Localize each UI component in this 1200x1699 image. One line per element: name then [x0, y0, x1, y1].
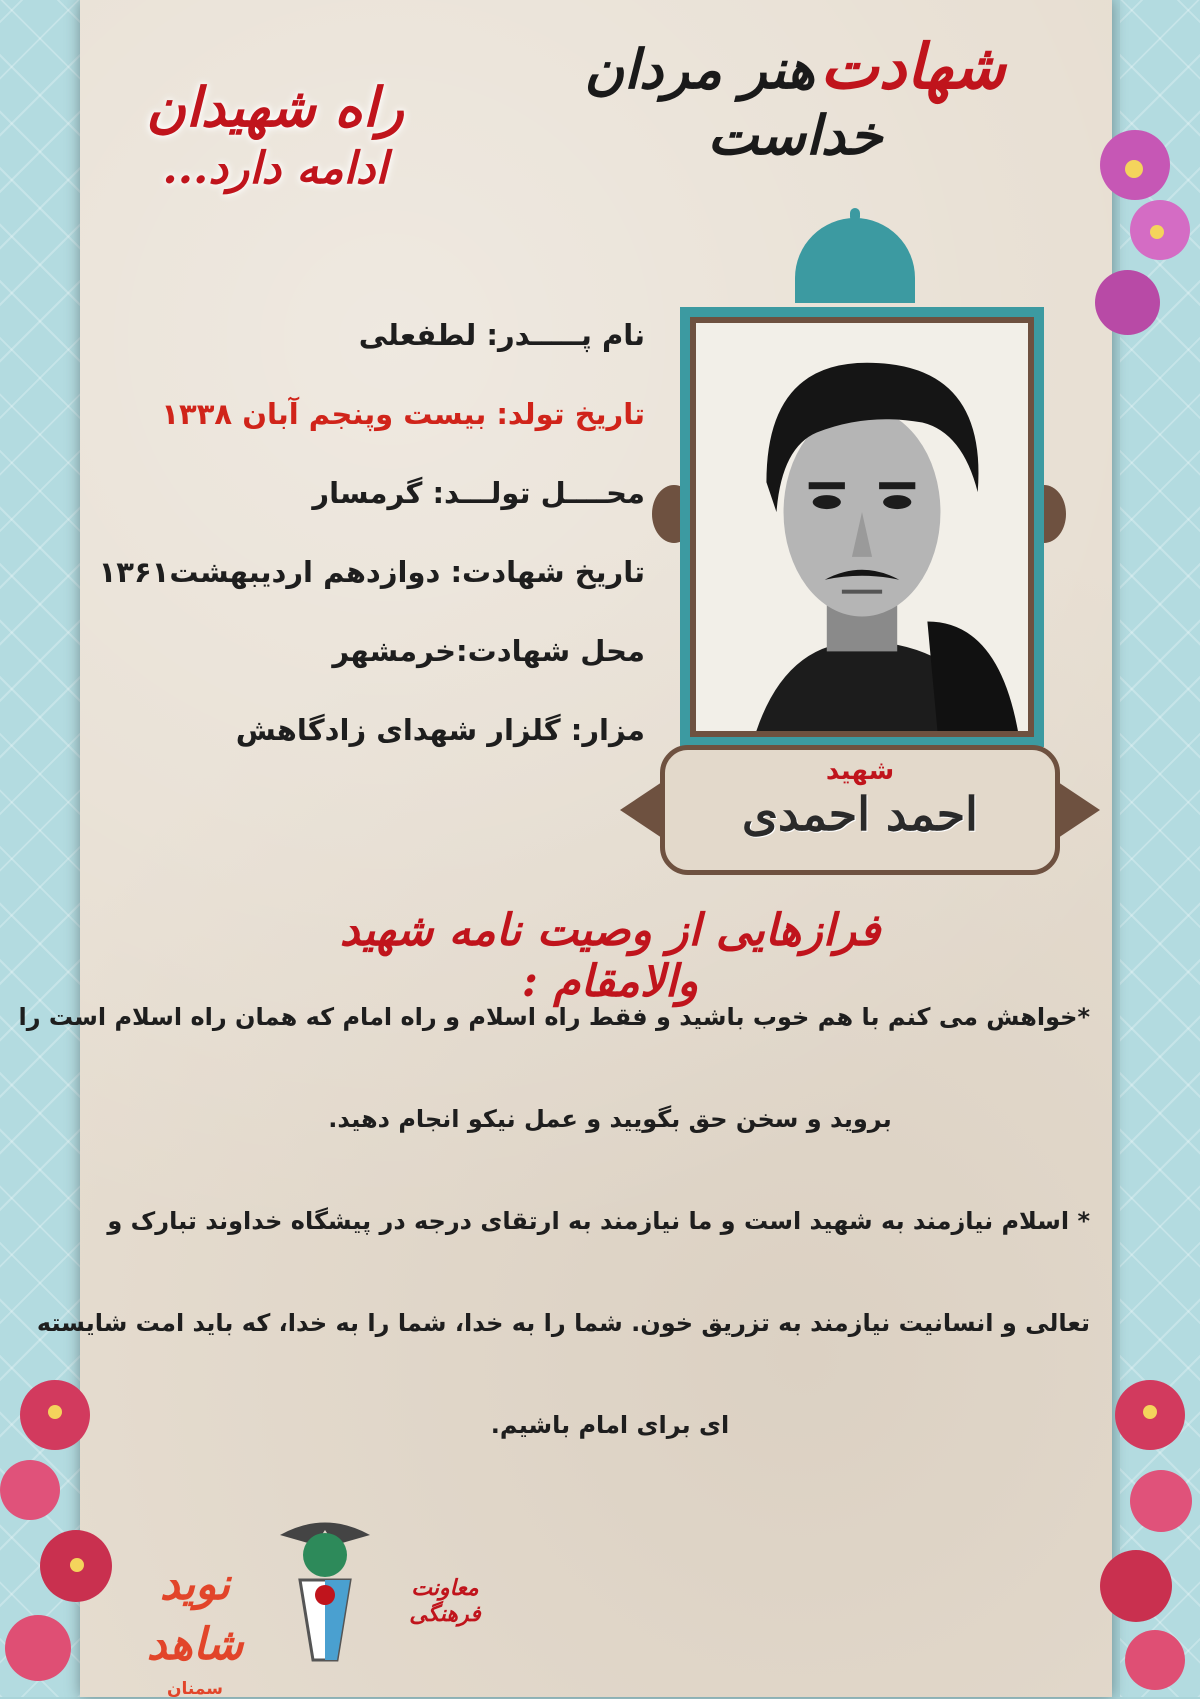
portrait-frame — [680, 307, 1044, 747]
martyr-name: احمد احمدی — [742, 787, 978, 841]
header-calligraphy — [560, 30, 1030, 200]
martyr-info-list — [85, 305, 645, 779]
footer-credit: معاونت فرهنگی — [409, 1575, 481, 1627]
info-martyrdom-date: تاریخ شهادت: دوازدهم اردیبهشت۱۳۶۱ — [98, 555, 645, 589]
flower-bottom-right-icon — [1095, 1380, 1200, 1697]
name-plaque — [660, 745, 1060, 875]
will-text — [18, 990, 1090, 1500]
header-title-red: شهادت — [820, 30, 1006, 103]
will-line: * اسلام نیازمند به شهید است و ما نیازمند به ارتقای درجه در پیشگاه خداوند تبارک و — [107, 1207, 1090, 1235]
slogan-line-1: راه شهیدان — [146, 75, 404, 139]
foundation-emblem-icon — [275, 1500, 375, 1670]
will-line: تعالی و انسانیت نیازمند به تزریق خون. شما را به خدا، شما را به خدا، که باید امت شایسته — [36, 1309, 1090, 1337]
brand-name: نوید شاهد — [146, 1559, 244, 1670]
flower-bottom-left-icon — [0, 1380, 120, 1697]
will-line: بروید و سخن حق بگویید و عمل نیکو انجام دهید. — [328, 1105, 892, 1133]
brand-city: سمنان — [167, 1679, 223, 1699]
info-father-name: نام پـــــدر: لطفعلی — [358, 318, 645, 352]
portrait-photo — [690, 317, 1034, 737]
portrait-icon — [696, 323, 1028, 731]
will-line: *خواهش می کنم با هم خوب باشید و فقط راه اسلام و راه امام که همان راه اسلام است را — [18, 1003, 1090, 1031]
slogan — [135, 75, 415, 265]
martyr-label: شهید — [825, 756, 895, 786]
slogan-line-2: ادامه دارد... — [162, 143, 388, 194]
emblem-graphic — [275, 1500, 375, 1670]
info-birth-date: تاریخ تولد: بیست وپنجم آبان ۱۳۳۸ — [161, 397, 645, 431]
plaque-arrow-left — [620, 782, 662, 838]
flower-top-right-icon — [1090, 110, 1200, 370]
info-birth-place: محــــل تولـــد: گرمسار — [312, 476, 645, 510]
info-martyrdom-place: محل شهادت:خرمشهر — [332, 634, 645, 668]
header-title-black: هنر مردان خداست — [584, 37, 883, 167]
plaque-arrow-right — [1058, 782, 1100, 838]
will-heading: فرازهایی از وصیت نامه شهید والامقام : — [339, 905, 881, 1007]
info-burial-place: مزار: گلزار شهدای زادگاهش — [235, 713, 645, 747]
navid-shahed-logo — [130, 1555, 260, 1699]
will-line: ای برای امام باشیم. — [490, 1411, 730, 1439]
